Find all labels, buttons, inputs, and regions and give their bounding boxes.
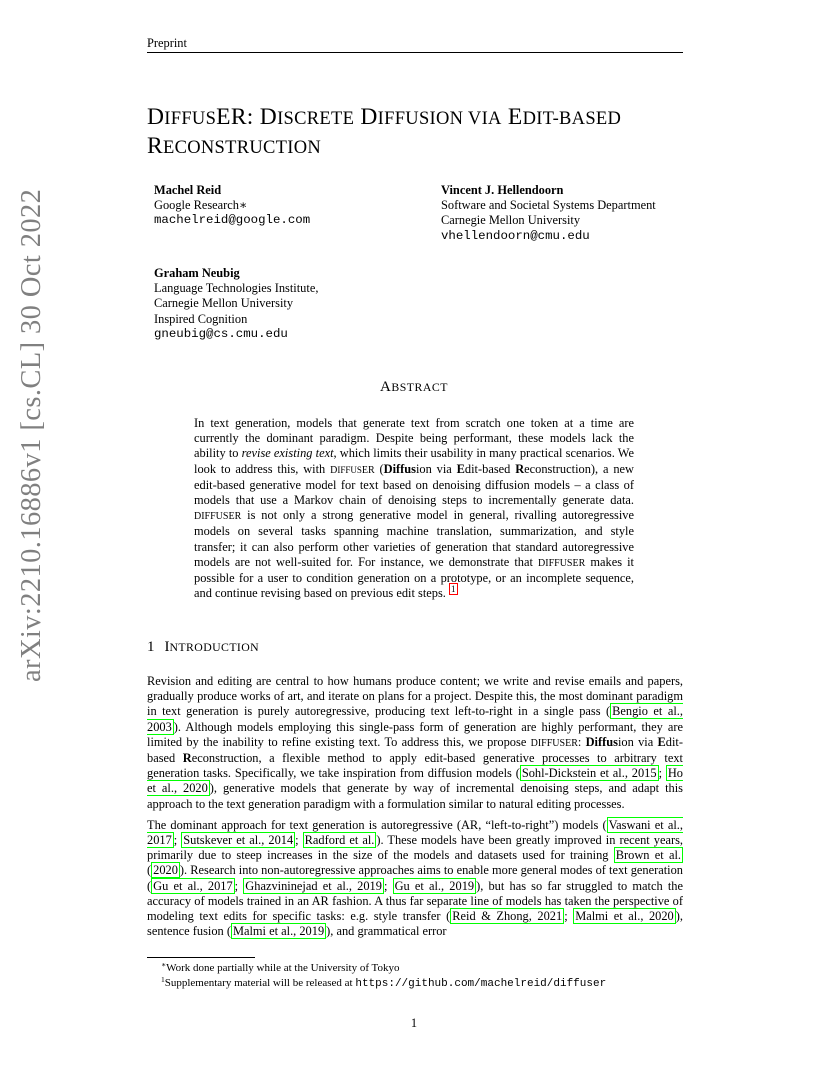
citation-link[interactable]: 2020 [153,863,178,878]
text: ; [658,766,666,781]
text: : [577,734,586,749]
footnote-text: Work done partially while at the University of Tokyo [166,962,400,974]
abstract-text: , which limits their usability in many practical scenarios. We look to address this, with [194,446,634,476]
citation-link[interactable]: Sutskever et al., 2014 [183,833,294,848]
footnote-star [147,961,683,976]
citation-link[interactable]: Malmi et al., 2020 [575,909,674,924]
abstract-text: econstruction), a new edit-based generative model for text based on denoising diffusion models – a class of models that use a Markov chain of denoising steps to incrementally generate data. [194,461,634,508]
text: ), generative models that generate by way of incremental denoising steps, and adapt this approach to the text generation paradigm with a formulation similar to natural editing processes. [147,781,683,811]
author-block-neubig [154,266,424,342]
author-name: Vincent J. Hellendoorn [441,183,564,197]
paper-title [147,104,692,162]
author-email[interactable]: machelreid@google.com [154,213,311,228]
model-name: DIFFUSER [530,737,578,749]
abstract-text: makes it possible for a user to condition generation on a prototype, or an incomplete sequence, and continue revising based on previous edit steps. [194,554,634,601]
text: ion via [617,734,658,749]
page-number: 1 [410,1016,418,1030]
abstract-text: dit-based [464,461,516,476]
model-name: DIFFUSER [538,557,586,569]
author-name: Graham Neubig [154,266,240,280]
citation-link[interactable]: Reid & Zhong, 2021 [452,909,563,924]
footnote-mark: ∗ [161,960,167,969]
footnote-url[interactable]: https://github.com/machelreid/diffuser [355,977,607,990]
citation-link[interactable]: Bengio et al., 2003 [147,704,683,734]
arxiv-stamp[interactable] [16,188,60,690]
author-affiliation: Inspired Cognition [154,311,248,326]
abstract-body [194,416,634,601]
author-name: Machel Reid [154,183,222,197]
section-number: 1 [147,639,155,655]
abstract-emphasis: revise existing text [241,446,334,461]
header-rule [147,52,683,53]
section-heading [147,640,259,655]
citation-link[interactable]: Gu et al., 2017 [153,878,233,893]
footnotes [147,961,683,991]
text: ), but has so far struggled to match the accuracy of models trained in an AR fashion. A thus far separate line of models has taken the perspective of modeling text edits for specific tasks: e.g. style transfer ( [147,878,683,924]
abstract-bold: Diffus [383,461,416,476]
author-block-reid [154,183,424,229]
text: ). These models have been greatly improved in recent years, primarily due to steep increases in the size of the models and datasets used for training [147,833,683,863]
abstract-text: ion via [415,461,457,476]
author-affiliation: Language Technologies Institute, [154,281,319,296]
footnote-link[interactable]: 1 [451,584,456,595]
text: dit-based [147,734,683,766]
paragraph [147,818,683,940]
abstract-text: In text generation, models that generate text from scratch one token at a time are currently the dominant paradigm. Despite being performant, these models lack the ability to [194,416,634,461]
citation-link[interactable]: Sohl-Dickstein et al., 2015 [521,766,657,781]
abstract-text: is not only a strong generative model in general, rivalling autoregressive models on several tasks spanning machine translation, summarization, and style transfer; it can also perform other varieties of generation that standard autoregressive models are not well-suited for. For instance, we demonstrate that [194,508,634,569]
author-affiliation: Google Research∗ [154,198,248,213]
bold-text: R [182,751,192,766]
text: ). Research into non-autoregressive approaches aims to enable more general modes of text generation ( [147,863,683,893]
abstract-bold: E [456,461,465,476]
text: ; [173,833,182,848]
author-block-hellendoorn [441,183,691,244]
text: ), sentence fusion ( [147,909,683,939]
footnote-rule [147,957,255,958]
author-email[interactable]: vhellendoorn@cmu.edu [441,228,590,243]
model-name: DIFFUSER [194,511,242,523]
text: ; [564,909,574,924]
author-affiliation: Software and Societal Systems Department [441,198,656,213]
bold-text: E [657,734,666,749]
title-line-2: RECONSTRUCTION [147,133,322,159]
bold-text: Diffus [585,734,618,749]
abstract-bold: R [515,461,525,476]
author-affiliation: Carnegie Mellon University [441,213,581,228]
section-title: INTRODUCTION [164,639,260,655]
citation-link[interactable]: Ghazvininejad et al., 2019 [245,878,382,893]
citation-link[interactable]: Gu et al., 2019 [394,878,475,893]
text: ; [295,833,303,848]
text: ), and grammatical error [326,924,447,939]
text: ( [147,863,152,878]
author-affiliation: Carnegie Mellon University [154,296,294,311]
citation-link[interactable]: Ho et al., 2020 [147,766,684,796]
model-name: DIFFUSER [330,464,375,476]
citation-link[interactable]: Radford et al. [304,833,375,848]
footnote-1 [147,976,683,992]
text: ). Although models employing this single-pass form of generation are highly performant, they are limited by the inability to refine existing text. To address this, we propose [147,719,683,749]
title-line-1: DIFFUSER: DISCRETE DIFFUSION VIA EDIT-BASED [147,104,622,130]
text: econstruction, a flexible method to apply edit-based generative processes to arbitrary text generation tasks. Specifically, we take inspiration from diffusion models ( [147,751,683,781]
abstract-text: ( [374,461,384,476]
introduction-body [147,674,683,945]
text: ; [234,878,244,893]
citation-link[interactable]: Vaswani et al., 2017 [147,817,683,848]
citation-link[interactable]: Malmi et al., 2019 [232,924,325,939]
text: Revision and editing are central to how humans produce content; we write and revise emails and papers, gradually produce works of art, and iterate on plans for a project. Despite this, the most dominant paradigm in text generation is purely autoregressive, producing text left-to-right in a single pass ( [147,674,683,719]
arxiv-stamp-text[interactable]: arXiv:2210.16886v1 [cs.CL] 30 Oct 2022 [16,188,47,682]
running-head: Preprint [147,36,187,50]
author-email[interactable]: gneubig@cs.cmu.edu [154,326,288,341]
paragraph [147,674,683,812]
abstract-heading: ABSTRACT [380,379,448,395]
footnote-mark: 1 [161,974,165,984]
footnote-text: Supplementary material will be released at [164,976,356,989]
text: The dominant approach for text generation is autoregressive (AR, “left-to-right”) models ( [147,817,607,832]
citation-link[interactable]: Brown et al. [615,848,681,863]
text: ; [383,878,393,893]
